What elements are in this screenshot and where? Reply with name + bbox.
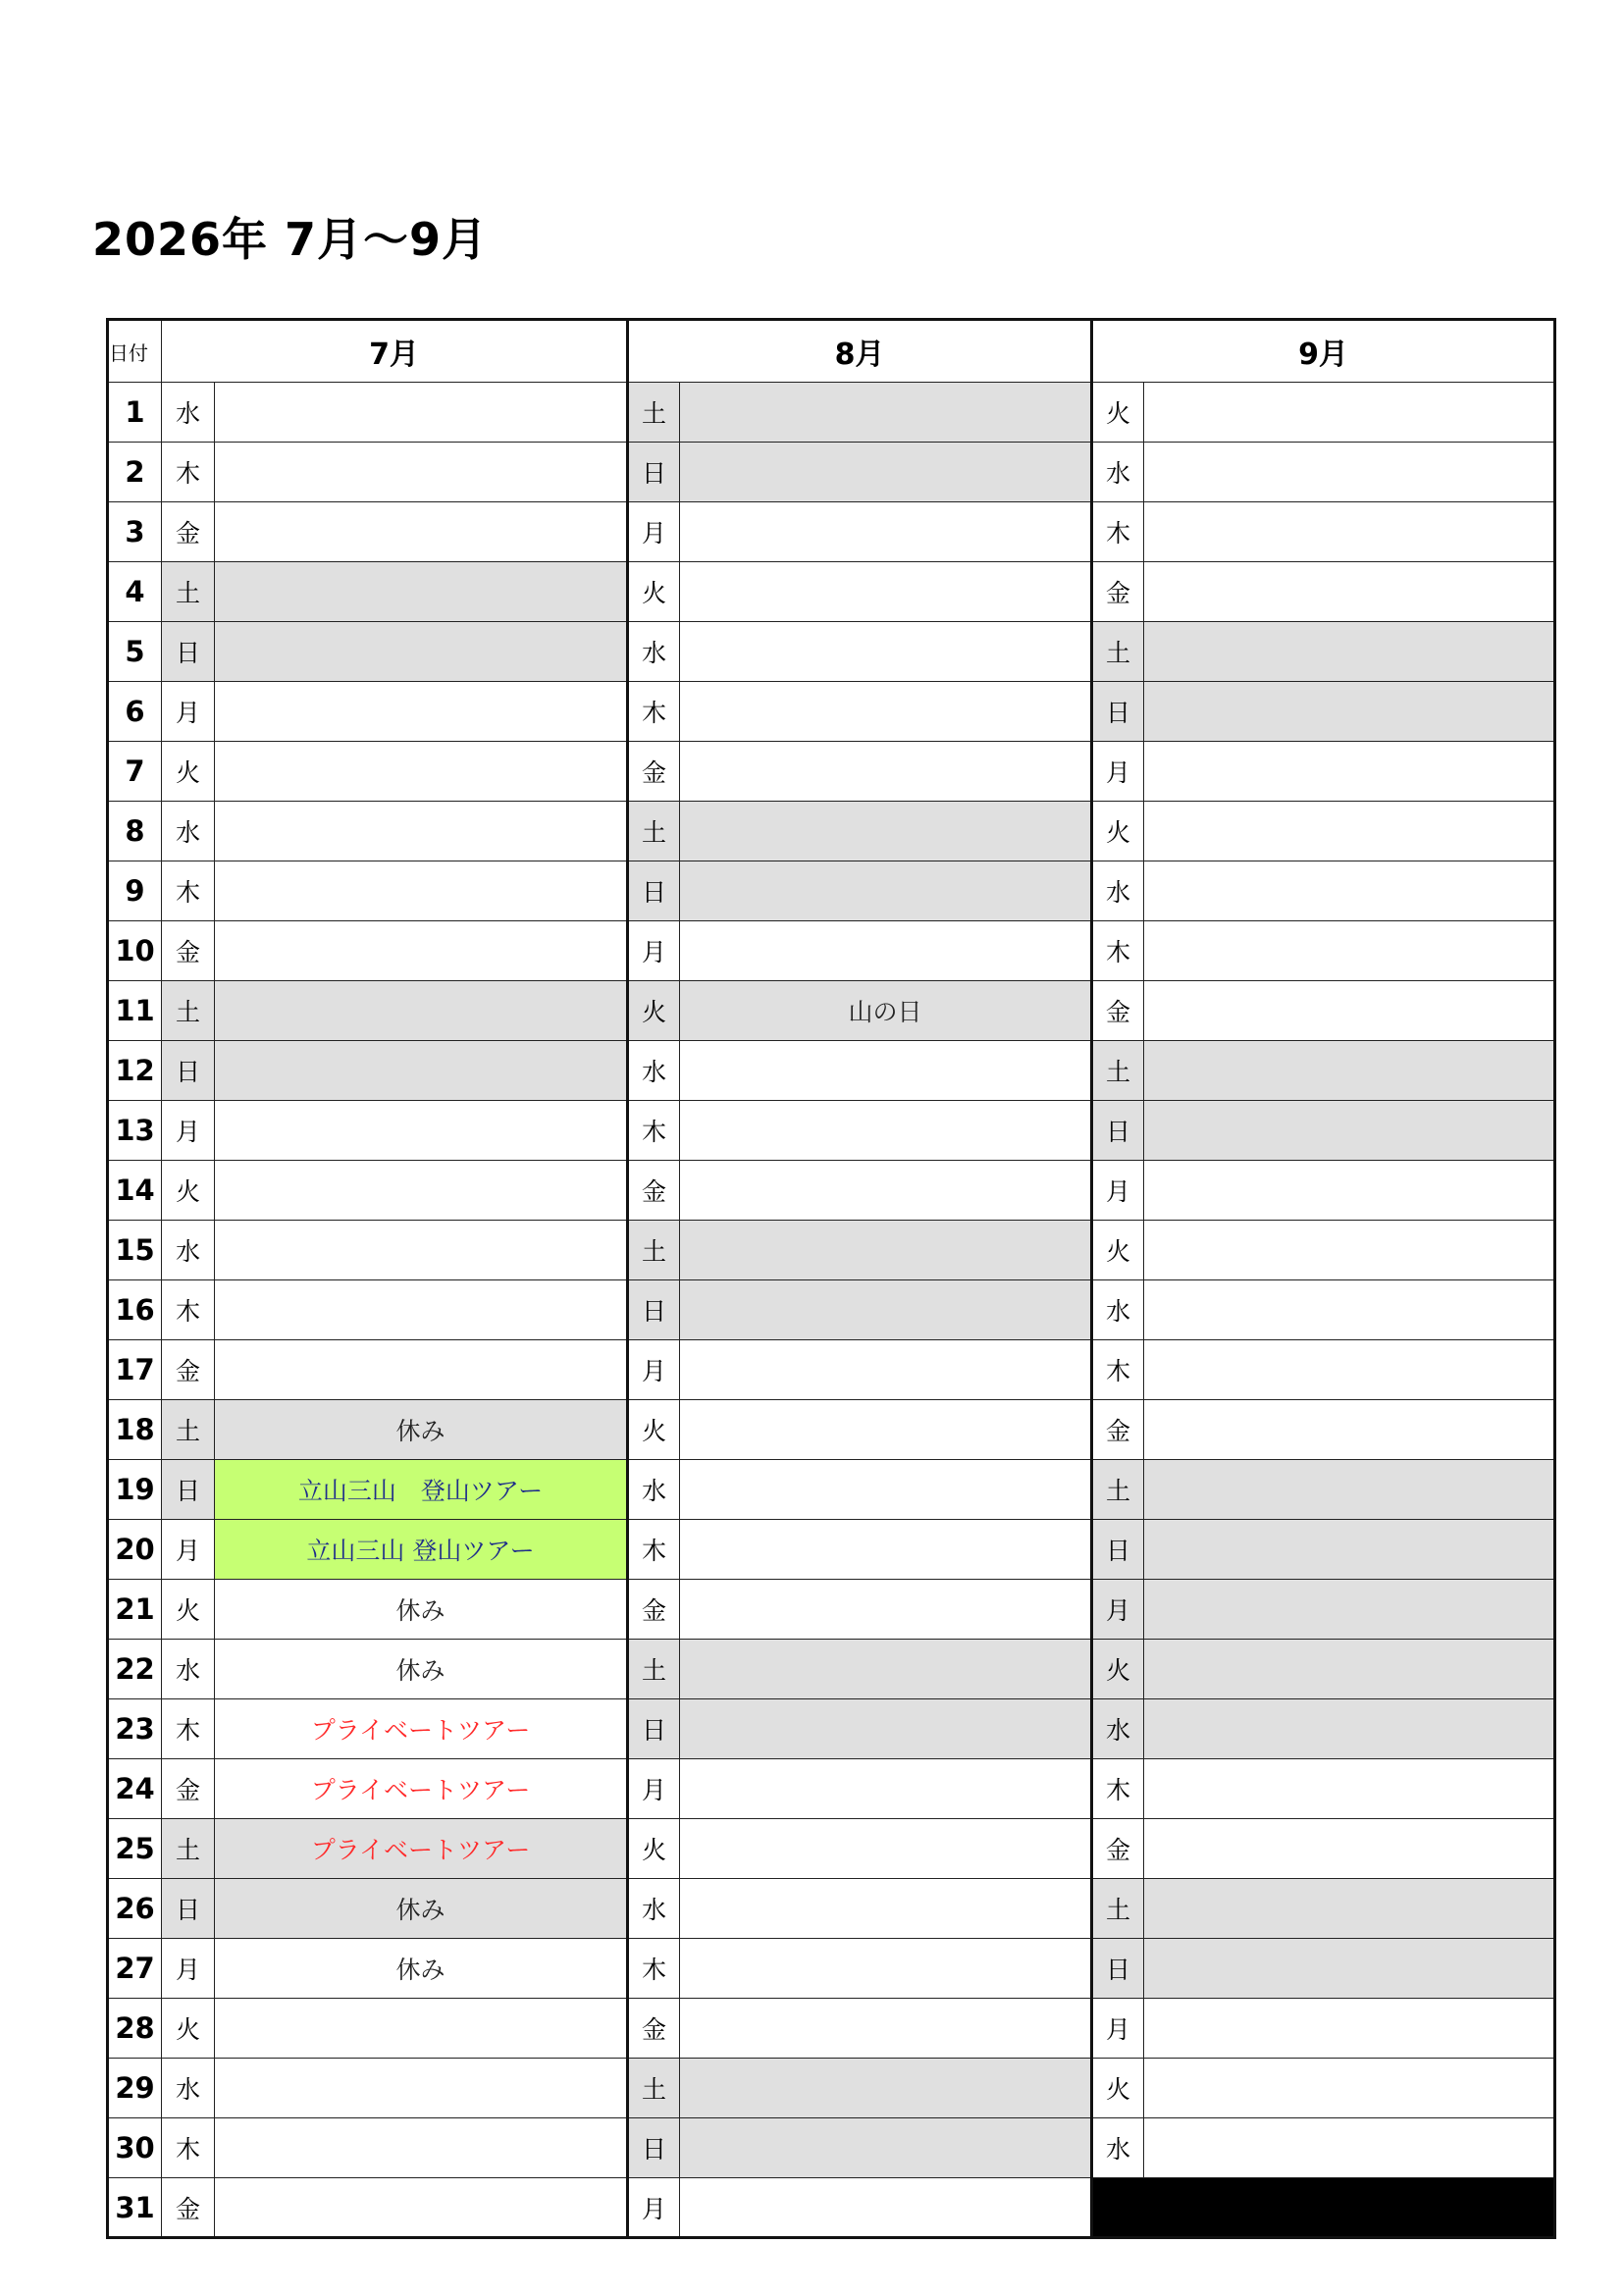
event-cell-september[interactable] [1144,1939,1555,1999]
event-cell-september[interactable] [1144,1759,1555,1819]
day-number: 12 [108,1041,162,1101]
event-cell-september[interactable] [1144,1999,1555,2059]
event-cell-september[interactable] [1144,2059,1555,2118]
weekday-cell-september: 月 [1092,742,1144,802]
weekday-cell-july: 金 [162,502,215,562]
date-column-header: 日付 [108,320,162,383]
day-number: 16 [108,1280,162,1340]
event-cell-september[interactable] [1144,921,1555,981]
event-cell-august[interactable] [680,1340,1092,1400]
event-cell-september[interactable] [1144,2118,1555,2178]
weekday-cell-august: 日 [628,1699,680,1759]
weekday-cell-july: 日 [162,622,215,682]
weekday-cell-july: 日 [162,1879,215,1939]
weekday-cell-july: 火 [162,1999,215,2059]
event-cell-september[interactable] [1144,682,1555,742]
weekday-cell-august: 月 [628,1759,680,1819]
weekday-cell-july: 水 [162,383,215,443]
event-cell-september[interactable] [1144,1460,1555,1520]
weekday-cell-september: 火 [1092,2059,1144,2118]
table-row [108,921,1555,981]
table-row [108,1939,1555,1999]
event-cell-august[interactable] [680,1460,1092,1520]
event-cell-august[interactable]: 山の日 [680,981,1092,1041]
day-number: 1 [108,383,162,443]
event-cell-july[interactable] [215,383,628,443]
event-cell-september[interactable] [1144,1520,1555,1580]
table-row [108,2118,1555,2178]
event-cell-july[interactable] [215,1161,628,1221]
day-number: 23 [108,1699,162,1759]
event-cell-july[interactable] [215,802,628,861]
event-cell-july[interactable]: 立山三山 登山ツアー [215,1460,628,1520]
weekday-cell-august: 金 [628,1999,680,2059]
day-number: 7 [108,742,162,802]
event-cell-september[interactable] [1144,802,1555,861]
event-cell-july[interactable] [215,2118,628,2178]
blackout-cell-september [1092,2178,1555,2238]
event-cell-july[interactable]: 休み [215,1640,628,1699]
event-cell-july[interactable] [215,562,628,622]
table-row [108,1999,1555,2059]
weekday-cell-july: 金 [162,2178,215,2238]
day-number: 30 [108,2118,162,2178]
table-row [108,1460,1555,1520]
event-cell-august[interactable] [680,2118,1092,2178]
event-cell-july[interactable] [215,2178,628,2238]
day-number: 31 [108,2178,162,2238]
table-row [108,622,1555,682]
event-cell-august[interactable] [680,1221,1092,1280]
page-title: 2026年 7月〜9月 [92,213,489,266]
event-cell-august[interactable] [680,2059,1092,2118]
day-number: 26 [108,1879,162,1939]
event-cell-july[interactable] [215,1999,628,2059]
weekday-cell-august: 土 [628,1640,680,1699]
event-cell-august[interactable] [680,2178,1092,2238]
event-cell-july[interactable]: プライベートツアー [215,1759,628,1819]
weekday-cell-september: 月 [1092,1161,1144,1221]
event-cell-july[interactable] [215,742,628,802]
day-number: 15 [108,1221,162,1280]
event-cell-august[interactable] [680,443,1092,502]
table-row [108,1640,1555,1699]
event-cell-august[interactable] [680,1999,1092,2059]
weekday-cell-september: 月 [1092,1580,1144,1640]
day-number: 29 [108,2059,162,2118]
event-cell-august[interactable] [680,1400,1092,1460]
weekday-cell-september: 木 [1092,502,1144,562]
event-cell-july[interactable] [215,502,628,562]
event-cell-august[interactable] [680,1520,1092,1580]
event-cell-september[interactable] [1144,1280,1555,1340]
weekday-cell-august: 土 [628,802,680,861]
event-cell-august[interactable] [680,622,1092,682]
weekday-cell-september: 火 [1092,1640,1144,1699]
day-number: 28 [108,1999,162,2059]
day-number: 25 [108,1819,162,1879]
event-cell-july[interactable]: 休み [215,1879,628,1939]
event-cell-september[interactable] [1144,1400,1555,1460]
event-cell-september[interactable] [1144,502,1555,562]
event-cell-august[interactable] [680,1101,1092,1161]
event-cell-august[interactable] [680,383,1092,443]
weekday-cell-september: 金 [1092,562,1144,622]
weekday-cell-september: 土 [1092,1460,1144,1520]
table-row [108,1221,1555,1280]
event-cell-august[interactable] [680,802,1092,861]
event-cell-september[interactable] [1144,562,1555,622]
weekday-cell-july: 金 [162,921,215,981]
event-cell-august[interactable] [680,1041,1092,1101]
weekday-cell-august: 火 [628,1400,680,1460]
weekday-cell-july: 土 [162,1819,215,1879]
event-cell-september[interactable] [1144,1580,1555,1640]
day-number: 19 [108,1460,162,1520]
weekday-cell-august: 日 [628,2118,680,2178]
weekday-cell-august: 日 [628,1280,680,1340]
weekday-cell-september: 火 [1092,802,1144,861]
weekday-cell-july: 月 [162,1101,215,1161]
event-cell-july[interactable]: プライベートツアー [215,1699,628,1759]
weekday-cell-august: 土 [628,2059,680,2118]
event-cell-august[interactable] [680,1939,1092,1999]
day-number: 5 [108,622,162,682]
weekday-cell-august: 金 [628,742,680,802]
weekday-cell-september: 金 [1092,1819,1144,1879]
day-number: 17 [108,1340,162,1400]
table-row [108,1340,1555,1400]
event-cell-july[interactable] [215,1340,628,1400]
table-row [108,2059,1555,2118]
day-number: 3 [108,502,162,562]
weekday-cell-july: 火 [162,1580,215,1640]
header-row [108,320,1555,383]
event-cell-september[interactable] [1144,1041,1555,1101]
day-number: 14 [108,1161,162,1221]
day-number: 13 [108,1101,162,1161]
event-cell-july[interactable] [215,861,628,921]
table-row [108,1161,1555,1221]
event-cell-august[interactable] [680,1699,1092,1759]
event-cell-september[interactable] [1144,1221,1555,1280]
day-number: 4 [108,562,162,622]
weekday-cell-july: 水 [162,1640,215,1699]
event-cell-july[interactable] [215,682,628,742]
event-cell-september[interactable] [1144,443,1555,502]
weekday-cell-august: 月 [628,2178,680,2238]
table-row [108,861,1555,921]
weekday-cell-september: 火 [1092,1221,1144,1280]
event-cell-july[interactable] [215,981,628,1041]
weekday-cell-july: 木 [162,443,215,502]
table-row [108,802,1555,861]
weekday-cell-july: 金 [162,1340,215,1400]
weekday-cell-july: 水 [162,1221,215,1280]
weekday-cell-july: 金 [162,1759,215,1819]
weekday-cell-july: 火 [162,1161,215,1221]
event-cell-july[interactable] [215,1041,628,1101]
table-row [108,1520,1555,1580]
event-cell-july[interactable] [215,622,628,682]
weekday-cell-august: 金 [628,1580,680,1640]
day-number: 2 [108,443,162,502]
weekday-cell-september: 木 [1092,921,1144,981]
day-number: 27 [108,1939,162,1999]
weekday-cell-july: 土 [162,1400,215,1460]
event-cell-july[interactable]: 休み [215,1400,628,1460]
event-cell-august[interactable] [680,682,1092,742]
weekday-cell-august: 木 [628,1939,680,1999]
day-number: 6 [108,682,162,742]
day-number: 20 [108,1520,162,1580]
event-cell-august[interactable] [680,742,1092,802]
table-row [108,443,1555,502]
table-row [108,1819,1555,1879]
weekday-cell-july: 月 [162,1520,215,1580]
event-cell-august[interactable] [680,1161,1092,1221]
table-row [108,1101,1555,1161]
weekday-cell-august: 水 [628,622,680,682]
weekday-cell-july: 土 [162,562,215,622]
event-cell-september[interactable] [1144,1640,1555,1699]
day-number: 21 [108,1580,162,1640]
event-cell-august[interactable] [680,1280,1092,1340]
month-header-august: 8月 [628,320,1092,383]
day-number: 24 [108,1759,162,1819]
weekday-cell-august: 火 [628,1819,680,1879]
event-cell-september[interactable] [1144,1101,1555,1161]
event-cell-september[interactable] [1144,742,1555,802]
weekday-cell-september: 水 [1092,1280,1144,1340]
weekday-cell-july: 火 [162,742,215,802]
weekday-cell-august: 月 [628,502,680,562]
table-row [108,1699,1555,1759]
weekday-cell-august: 月 [628,1340,680,1400]
event-cell-july[interactable] [215,1221,628,1280]
event-cell-august[interactable] [680,1580,1092,1640]
table-row [108,682,1555,742]
day-number: 18 [108,1400,162,1460]
event-cell-august[interactable] [680,502,1092,562]
weekday-cell-july: 土 [162,981,215,1041]
day-number: 10 [108,921,162,981]
weekday-cell-august: 木 [628,1101,680,1161]
weekday-cell-july: 木 [162,1280,215,1340]
month-header-july: 7月 [162,320,628,383]
weekday-cell-september: 水 [1092,1699,1144,1759]
weekday-cell-july: 水 [162,2059,215,2118]
event-cell-august[interactable] [680,1879,1092,1939]
weekday-cell-september: 金 [1092,1400,1144,1460]
day-number: 11 [108,981,162,1041]
table-row [108,1280,1555,1340]
weekday-cell-august: 日 [628,443,680,502]
weekday-cell-september: 月 [1092,1999,1144,2059]
day-number: 8 [108,802,162,861]
event-cell-august[interactable] [680,1640,1092,1699]
event-cell-july[interactable] [215,2059,628,2118]
event-cell-september[interactable] [1144,1340,1555,1400]
weekday-cell-july: 月 [162,1939,215,1999]
event-cell-august[interactable] [680,861,1092,921]
event-cell-september[interactable] [1144,981,1555,1041]
weekday-cell-august: 金 [628,1161,680,1221]
weekday-cell-july: 水 [162,802,215,861]
table-row [108,1759,1555,1819]
event-cell-july[interactable] [215,921,628,981]
weekday-cell-august: 月 [628,921,680,981]
weekday-cell-september: 金 [1092,981,1144,1041]
weekday-cell-july: 木 [162,1699,215,1759]
weekday-cell-august: 火 [628,562,680,622]
month-header-september: 9月 [1092,320,1555,383]
weekday-cell-august: 火 [628,981,680,1041]
weekday-cell-september: 日 [1092,1101,1144,1161]
weekday-cell-august: 日 [628,861,680,921]
table-row [108,383,1555,443]
weekday-cell-august: 土 [628,383,680,443]
event-cell-august[interactable] [680,562,1092,622]
weekday-cell-august: 土 [628,1221,680,1280]
weekday-cell-august: 水 [628,1460,680,1520]
weekday-cell-august: 木 [628,1520,680,1580]
table-row [108,502,1555,562]
schedule-table [106,318,1556,2239]
weekday-cell-july: 日 [162,1460,215,1520]
weekday-cell-september: 日 [1092,682,1144,742]
event-cell-september[interactable] [1144,1161,1555,1221]
weekday-cell-august: 水 [628,1879,680,1939]
weekday-cell-september: 土 [1092,1041,1144,1101]
event-cell-september[interactable] [1144,622,1555,682]
weekday-cell-september: 木 [1092,1340,1144,1400]
weekday-cell-september: 水 [1092,443,1144,502]
event-cell-july[interactable] [215,443,628,502]
weekday-cell-july: 木 [162,2118,215,2178]
weekday-cell-september: 水 [1092,2118,1144,2178]
weekday-cell-september: 木 [1092,1759,1144,1819]
weekday-cell-september: 土 [1092,622,1144,682]
day-number: 9 [108,861,162,921]
table-row [108,981,1555,1041]
table-row [108,1879,1555,1939]
event-cell-july[interactable]: 休み [215,1939,628,1999]
weekday-cell-august: 木 [628,682,680,742]
weekday-cell-september: 火 [1092,383,1144,443]
day-number: 22 [108,1640,162,1699]
event-cell-july[interactable]: 立山三山 登山ツアー [215,1520,628,1580]
event-cell-july[interactable] [215,1101,628,1161]
event-cell-september[interactable] [1144,1879,1555,1939]
table-row [108,562,1555,622]
table-row [108,1580,1555,1640]
event-cell-september[interactable] [1144,383,1555,443]
weekday-cell-august: 水 [628,1041,680,1101]
weekday-cell-september: 日 [1092,1520,1144,1580]
weekday-cell-july: 木 [162,861,215,921]
weekday-cell-september: 土 [1092,1879,1144,1939]
weekday-cell-july: 日 [162,1041,215,1101]
event-cell-august[interactable] [680,1759,1092,1819]
weekday-cell-september: 水 [1092,861,1144,921]
table-row [108,2178,1555,2238]
weekday-cell-september: 日 [1092,1939,1144,1999]
weekday-cell-july: 月 [162,682,215,742]
event-cell-september[interactable] [1144,861,1555,921]
table-row [108,742,1555,802]
event-cell-august[interactable] [680,1819,1092,1879]
event-cell-july[interactable] [215,1280,628,1340]
event-cell-september[interactable] [1144,1699,1555,1759]
event-cell-august[interactable] [680,921,1092,981]
table-row [108,1400,1555,1460]
event-cell-july[interactable]: 休み [215,1580,628,1640]
event-cell-july[interactable]: プライベートツアー [215,1819,628,1879]
event-cell-september[interactable] [1144,1819,1555,1879]
table-row [108,1041,1555,1101]
